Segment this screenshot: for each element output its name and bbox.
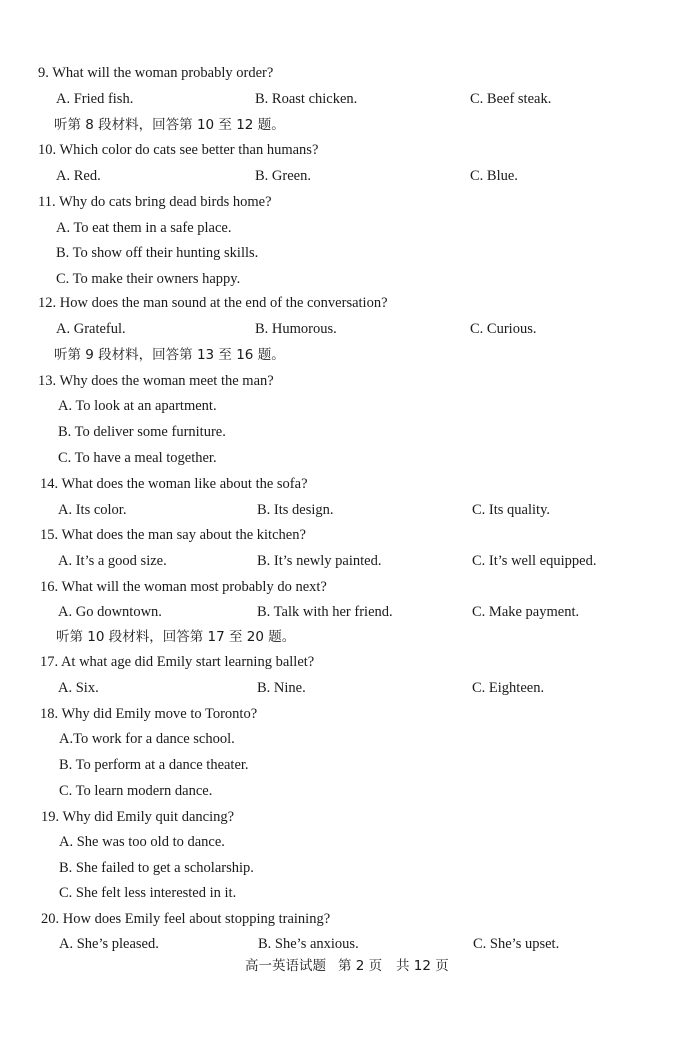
option-b: B. Green. xyxy=(255,168,311,184)
option-text: C. To make their owners happy. xyxy=(56,271,241,287)
option-c: C. Its quality. xyxy=(472,502,551,518)
option-text: C. To have a meal together. xyxy=(58,450,217,466)
option-text: B. To deliver some furniture. xyxy=(58,424,226,440)
option-a: A. She’s pleased. xyxy=(59,936,159,952)
option-a: A. Its color. xyxy=(58,502,127,518)
instruction-text: 听第 8 段材料，回答第 10 至 12 题。 xyxy=(54,117,285,133)
option-text: A. To eat them in a safe place. xyxy=(56,220,232,236)
option-b: B. Its design. xyxy=(257,502,334,518)
option-c: C. Make payment. xyxy=(472,604,580,620)
option-a: A. Grateful. xyxy=(56,321,126,337)
option-a: A. Red. xyxy=(56,168,101,184)
question-text: 17. At what age did Emily start learning ballet? xyxy=(40,654,315,670)
footer-subject: 高一英语试题 xyxy=(245,958,326,974)
option-text: A. She was too old to dance. xyxy=(59,834,225,850)
option-c: C. Eighteen. xyxy=(472,680,545,696)
option-b: B. Talk with her friend. xyxy=(257,604,393,620)
question-text: 16. What will the woman most probably do next? xyxy=(40,579,327,595)
option-a: A. Go downtown. xyxy=(58,604,162,620)
option-text: C. She felt less interested in it. xyxy=(59,885,237,901)
question-text: 12. How does the man sound at the end of the conversation? xyxy=(38,295,388,311)
option-text: A.To work for a dance school. xyxy=(59,731,235,747)
question-text: 9. What will the woman probably order? xyxy=(38,65,274,81)
option-text: B. She failed to get a scholarship. xyxy=(59,860,254,876)
question-text: 19. Why did Emily quit dancing? xyxy=(41,809,235,825)
question-text: 20. How does Emily feel about stopping training? xyxy=(41,911,331,927)
instruction-text: 听第 9 段材料，回答第 13 至 16 题。 xyxy=(54,347,285,363)
option-c: C. It’s well equipped. xyxy=(472,553,597,569)
option-c: C. Blue. xyxy=(470,168,518,184)
question-text: 13. Why does the woman meet the man? xyxy=(38,373,274,389)
question-text: 10. Which color do cats see better than humans? xyxy=(38,142,319,158)
option-a: A. It’s a good size. xyxy=(58,553,167,569)
instruction-text: 听第 10 段材料，回答第 17 至 20 题。 xyxy=(56,629,296,645)
option-text: B. To show off their hunting skills. xyxy=(56,245,259,261)
question-text: 14. What does the woman like about the sofa? xyxy=(40,476,308,492)
option-c: C. Curious. xyxy=(470,321,537,337)
option-c: C. She’s upset. xyxy=(473,936,560,952)
footer-page-number: 第 2 页 xyxy=(338,958,383,974)
option-text: C. To learn modern dance. xyxy=(59,783,213,799)
question-text: 15. What does the man say about the kitchen? xyxy=(40,527,306,543)
option-text: B. To perform at a dance theater. xyxy=(59,757,249,773)
option-c: C. Beef steak. xyxy=(470,91,552,107)
option-a: A. Six. xyxy=(58,680,99,696)
footer-page-total: 共 12 页 xyxy=(396,958,449,974)
option-b: B. It’s newly painted. xyxy=(257,553,382,569)
option-b: B. Humorous. xyxy=(255,321,337,337)
question-text: 18. Why did Emily move to Toronto? xyxy=(40,706,258,722)
option-a: A. Fried fish. xyxy=(56,91,134,107)
option-b: B. She’s anxious. xyxy=(258,936,359,952)
option-b: B. Roast chicken. xyxy=(255,91,358,107)
option-b: B. Nine. xyxy=(257,680,306,696)
question-text: 11. Why do cats bring dead birds home? xyxy=(38,194,272,210)
option-text: A. To look at an apartment. xyxy=(58,398,217,414)
